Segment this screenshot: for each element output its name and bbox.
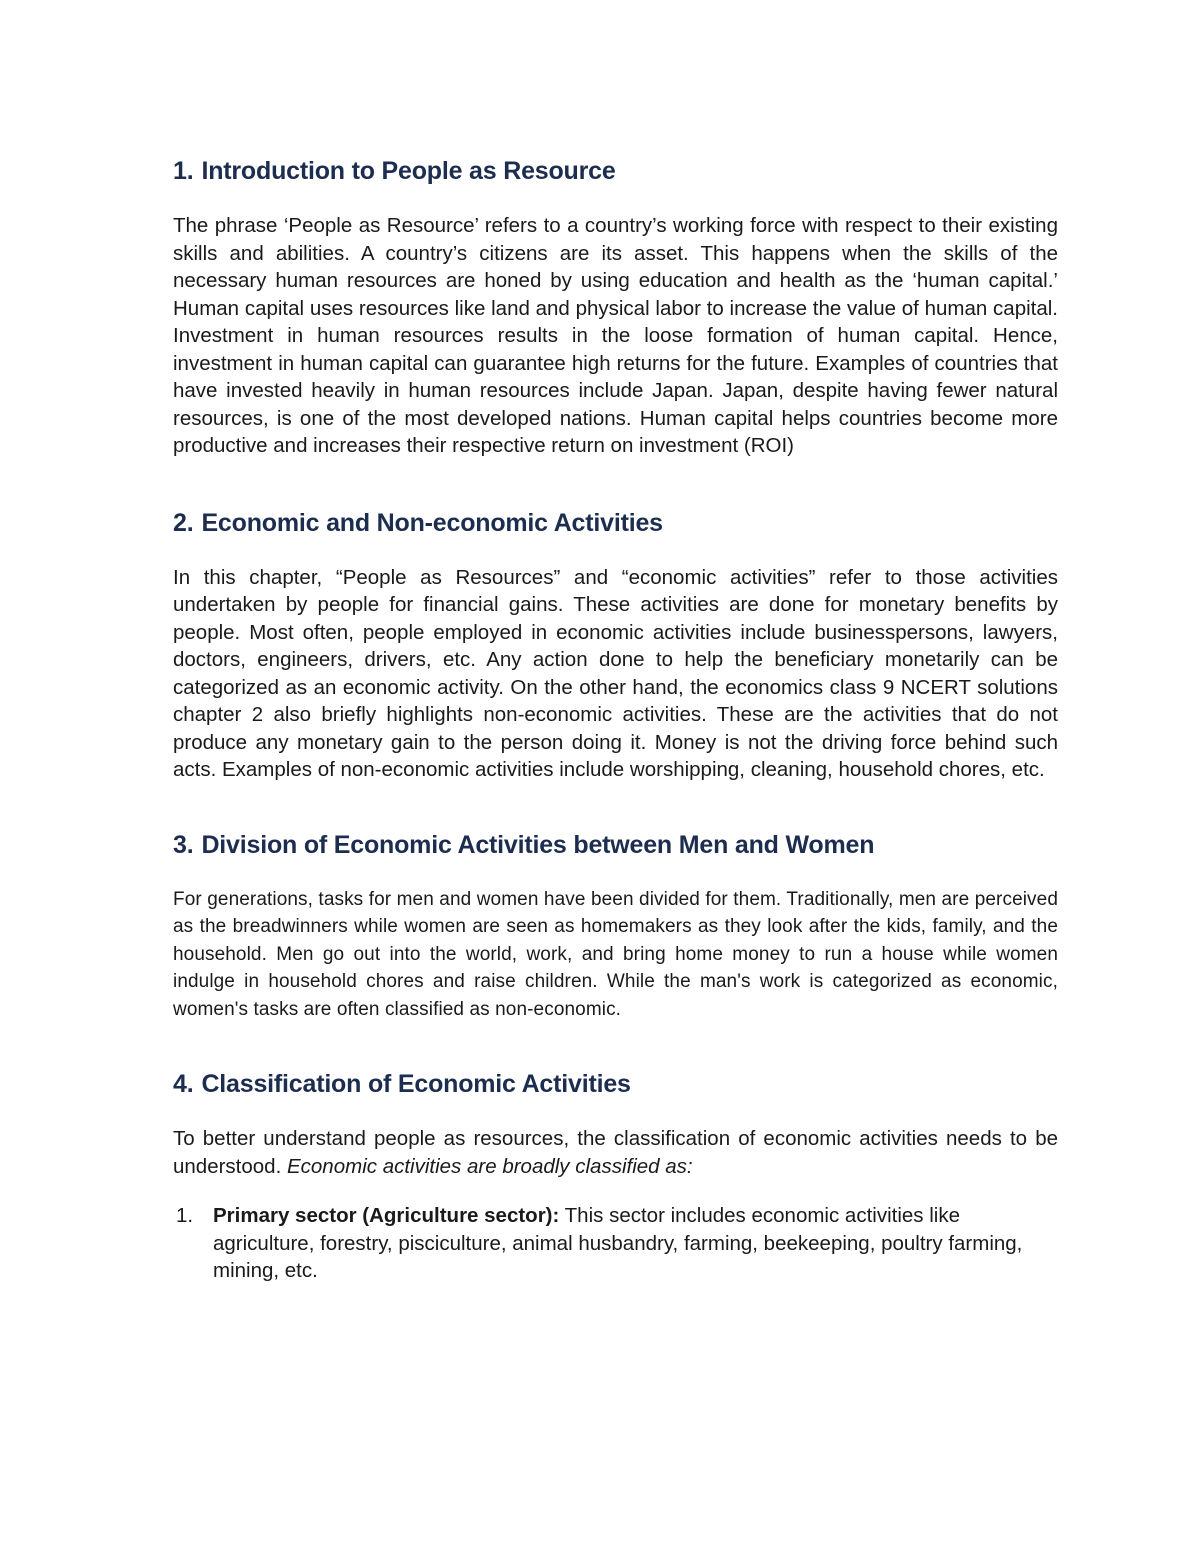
list-marker: 1. (176, 1204, 194, 1227)
section-paragraph: For generations, tasks for men and women have been divided for them. Traditionally, men are perceived as the breadwinners while women are seen as homemakers as they look after the kids, family, and the household. Men go out into the world, work, and bring home money to run a house while women indulge in household chores and raise children. While the man's work is categorized as economic, women's tasks are often classified as non-economic. (173, 888, 1058, 1020)
section-number: 4. (173, 1070, 194, 1098)
list-item (173, 1202, 1058, 1285)
list-item-term: Primary sector (Agriculture sector): (213, 1204, 560, 1227)
section-number: 1. (173, 157, 194, 185)
section-title: Classification of Economic Activities (201, 1070, 631, 1098)
paragraph-plain-text: To better understand people as resources, the classification of economic activities needs to be understood. (173, 1127, 1058, 1178)
section-title: Economic and Non-economic Activities (201, 508, 663, 537)
section-heading (173, 826, 1058, 864)
document-page (173, 152, 1058, 1325)
paragraph-italic-text: Economic activities are broadly classified as: (286, 1154, 693, 1178)
section-number: 2. (173, 508, 194, 537)
section-economic-non-economic (173, 504, 1058, 784)
section-paragraph (173, 1125, 1058, 1180)
list-item-description: This sector includes economic activities like agriculture, forestry, pisciculture, animal husbandry, farming, beekeeping, poultry farming, mining, etc. (213, 1204, 1023, 1282)
section-title: Introduction to People as Resource (201, 157, 616, 185)
section-heading (173, 152, 1058, 190)
section-heading (173, 1065, 1058, 1103)
section-division-men-women (173, 826, 1058, 1024)
section-title: Division of Economic Activities between Men and Women (201, 830, 875, 859)
section-number: 3. (173, 830, 194, 859)
sector-list (173, 1202, 1058, 1285)
section-heading (173, 504, 1058, 542)
section-classification (173, 1065, 1058, 1285)
section-introduction (173, 152, 1058, 460)
section-paragraph: The phrase ‘People as Resource’ refers to a country’s working force with respect to their existing skills and abilities. A country’s citizens are its asset. This happens when the skills of the necessary human resources are honed by using education and health as the ‘human capital.’ Human capital uses resources like land and physical labor to increase the value of human capital. Investment in human resources results in the loose formation of human capital. Hence, investment in human capital can guarantee high returns for the future. Examples of countries that have invested heavily in human resources include Japan. Japan, despite having fewer natural resources, is one of the most developed nations. Human capital helps countries become more productive and increases their respective return on investment (ROI) (173, 214, 1058, 457)
section-paragraph: In this chapter, “People as Resources” and “economic activities” refer to those activities undertaken by people for financial gains. These activities are done for monetary benefits by people. Most often, people employed in economic activities include businesspersons, lawyers, doctors, engineers, drivers, etc. Any action done to help the beneficiary monetarily can be categorized as an economic activity. On the other hand, the economics class 9 NCERT solutions chapter 2 also briefly highlights non-economic activities. These are the activities that do not produce any monetary gain to the person doing it. Money is not the driving force behind such acts. Examples of non-economic activities include worshipping, cleaning, household chores, etc. (173, 565, 1058, 781)
